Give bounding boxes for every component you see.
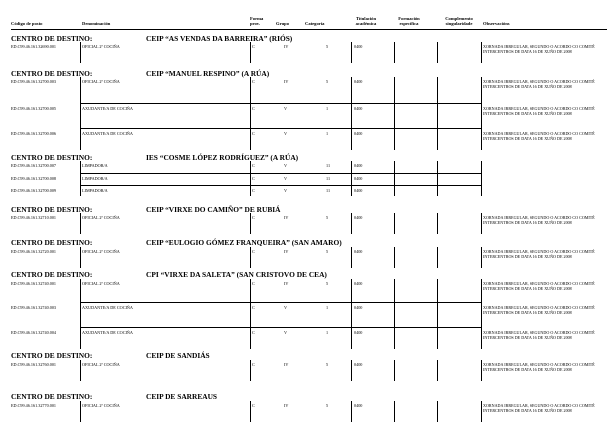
row-forma: C [252,215,255,220]
column-rule [80,279,81,349]
column-rule [481,279,482,349]
row-code: ED.C99.46.161.32740.001 [11,281,57,286]
column-rule [80,213,81,234]
row-code: ED.C99.46.161.32700.008 [11,176,57,181]
row-code: ED.C99.46.161.32710.001 [11,215,57,220]
row-titulacion: 0400 [354,176,363,181]
header-formacion: Formación específica [398,16,420,26]
row-grupo: V [284,163,288,168]
column-rule [80,360,81,381]
row-denominacion: LIMPADOR/A [82,188,108,193]
header-titulacion: Titulación académica [355,16,377,26]
row-categoria: 11 [326,163,331,168]
row-categoria: 5 [326,403,329,408]
center-name: CEIP “VIRXE DO CAMIÑO” DE RUBIÁ [146,205,281,214]
row-denominacion: OFICIAL 2ª COCIÑA [82,362,120,367]
row-separator [80,128,482,129]
column-rule [250,401,251,422]
column-rule [351,161,352,196]
column-rule [351,401,352,422]
row-categoria: 1 [326,106,329,111]
column-rule [394,360,395,381]
row-categoria: 11 [326,176,331,181]
column-rule [250,213,251,234]
row-forma: C [252,176,255,181]
center-label: CENTRO DE DESTINO: [11,392,93,401]
row-grupo: V [284,106,288,111]
row-titulacion: 0400 [354,281,363,286]
row-grupo: V [284,131,288,136]
row-titulacion: 0400 [354,106,363,111]
row-forma: C [252,79,255,84]
row-categoria: 5 [326,79,329,84]
row-denominacion: LIMPADOR/A [82,163,108,168]
row-observacions: XORNADA IRREGULAR, SEGUNDO O ACORDO CO COMITÉ INTERCENTROS DE DATA 16 DE XUÑO DE 2008 [483,330,595,340]
row-denominacion: OFICIAL 2ª COCIÑA [82,44,120,49]
row-observacions: XORNADA IRREGULAR, SEGUNDO O ACORDO CO COMITÉ INTERCENTROS DE DATA 16 DE XUÑO DE 2008 [483,305,595,315]
row-observacions: XORNADA IRREGULAR, SEGUNDO O ACORDO CO COMITÉ INTERCENTROS DE DATA 16 DE XUÑO DE 2008 [483,131,595,141]
row-titulacion: 0400 [354,215,363,220]
column-rule [394,42,395,63]
column-rule [351,213,352,234]
row-grupo: IV [284,44,289,49]
row-grupo: IV [284,403,289,408]
row-observacions: XORNADA IRREGULAR, SEGUNDO O ACORDO CO COMITÉ INTERCENTROS DE DATA 16 DE XUÑO DE 2008 [483,79,595,89]
row-categoria: 5 [326,44,329,49]
row-code: ED.C99.46.161.32760.001 [11,362,57,367]
row-denominacion: AXUDANTE/A DE COCIÑA [82,305,133,310]
row-code: ED.C99.46.161.32700.007 [11,163,57,168]
column-rule [394,279,395,349]
row-forma: C [252,305,255,310]
row-observacions: XORNADA IRREGULAR, SEGUNDO O ACORDO CO COMITÉ INTERCENTROS DE DATA 16 DE XUÑO DE 2008 [483,106,595,116]
column-rule [351,279,352,349]
column-rule [394,77,395,150]
row-code: ED.C99.46.161.32700.009 [11,188,57,193]
row-titulacion: 0400 [354,305,363,310]
row-grupo: IV [284,362,289,367]
row-titulacion: 0400 [354,362,363,367]
row-denominacion: AXUDANTE/A DE COCIÑA [82,106,133,111]
column-rule [80,77,81,150]
column-rule [394,161,395,196]
row-grupo: IV [284,215,289,220]
column-rule [394,213,395,234]
column-rule [250,161,251,196]
row-grupo: V [284,305,288,310]
column-rule [351,360,352,381]
column-rule [394,401,395,422]
row-forma: C [252,281,255,286]
row-titulacion: 0400 [354,330,363,335]
row-titulacion: 0400 [354,188,363,193]
column-rule [351,247,352,268]
row-code: ED.C99.46.161.32690.001 [11,44,57,49]
row-forma: C [252,403,255,408]
row-observacions: XORNADA IRREGULAR, SEGUNDO O ACORDO CO COMITÉ INTERCENTROS DE DATA 16 DE XUÑO DE 2008 [483,362,595,372]
row-code: ED.C99.46.161.32700.003 [11,79,57,84]
center-name: CEIP DE SANDIÁS [146,351,210,360]
column-rule [437,161,438,196]
row-titulacion: 0400 [354,79,363,84]
column-rule [250,247,251,268]
row-categoria: 11 [326,188,331,193]
center-label: CENTRO DE DESTINO: [11,153,93,162]
center-name: CEIP DE SARREAUS [146,392,218,401]
column-rule [437,247,438,268]
row-observacions: XORNADA IRREGULAR, SEGUNDO O ACORDO CO COMITÉ INTERCENTROS DE DATA 16 DE XUÑO DE 2008 [483,403,595,413]
row-categoria: 1 [326,330,329,335]
column-rule [481,77,482,150]
header-codigo: Código de posto [11,21,43,26]
row-grupo: IV [284,79,289,84]
row-categoria: 5 [326,281,329,286]
column-rule [80,401,81,422]
row-denominacion: AXUDANTE/A DE COCIÑA [82,330,133,335]
column-rule [250,360,251,381]
row-grupo: IV [284,281,289,286]
center-name: IES “COSME LÓPEZ RODRÍGUEZ” (A RÚA) [146,153,299,162]
row-denominacion: OFICIAL 2ª COCIÑA [82,249,120,254]
column-rule [437,42,438,63]
column-rule [437,77,438,150]
row-denominacion: OFICIAL 2ª COCIÑA [82,403,120,408]
row-forma: C [252,163,255,168]
column-rule [481,360,482,381]
column-rule [351,77,352,150]
header-complemento: Complemento singularidade [445,16,473,26]
row-denominacion: OFICIAL 2ª COCIÑA [82,281,120,286]
row-grupo: V [284,176,288,181]
row-denominacion: LIMPADOR/A [82,176,108,181]
center-name: CEIP “EULOGIO GÓMEZ FRANQUEIRA” (SAN AMARO) [146,238,342,247]
center-label: CENTRO DE DESTINO: [11,34,93,43]
column-rule [437,279,438,349]
header-categoria: Categoría [305,21,325,26]
row-titulacion: 0400 [354,163,363,168]
row-denominacion: OFICIAL 2ª COCIÑA [82,79,120,84]
header-grupo: Grupo [276,21,290,26]
row-categoria: 5 [326,215,329,220]
row-observacions: XORNADA IRREGULAR, SEGUNDO O ACORDO CO COMITÉ INTERCENTROS DE DATA 16 DE XUÑO DE 2008 [483,249,595,259]
row-code: ED.C99.46.161.32720.001 [11,249,57,254]
row-forma: C [252,188,255,193]
row-code: ED.C99.46.161.32700.005 [11,106,57,111]
row-categoria: 1 [326,305,329,310]
row-grupo: V [284,330,288,335]
column-rule [250,77,251,150]
column-rule [481,161,482,196]
header-rule [11,29,607,30]
row-observacions: XORNADA IRREGULAR, SEGUNDO O ACORDO CO COMITÉ INTERCENTROS DE DATA 16 DE XUÑO DE 2008 [483,281,595,291]
header-forma-provision: Forma prov. [250,16,264,26]
row-code: ED.C99.46.161.32770.001 [11,403,57,408]
row-forma: C [252,362,255,367]
row-titulacion: 0400 [354,131,363,136]
column-rule [437,360,438,381]
column-rule [351,42,352,63]
row-observacions: XORNADA IRREGULAR, SEGUNDO O ACORDO CO COMITÉ INTERCENTROS DE DATA 16 DE XUÑO DE 2008 [483,44,595,54]
row-code: ED.C99.46.161.32700.006 [11,131,57,136]
row-code: ED.C99.46.161.32740.003 [11,305,57,310]
row-forma: C [252,44,255,49]
row-titulacion: 0400 [354,403,363,408]
column-rule [437,213,438,234]
row-titulacion: 0400 [354,249,363,254]
row-categoria: 5 [326,362,329,367]
row-forma: C [252,330,255,335]
row-forma: C [252,131,255,136]
column-rule [481,247,482,268]
center-label: CENTRO DE DESTINO: [11,69,93,78]
column-rule [437,401,438,422]
column-rule [481,42,482,63]
column-rule [80,247,81,268]
row-separator [80,302,482,303]
header-observaciones: Observacións [483,21,510,26]
row-denominacion: AXUDANTE/A DE COCIÑA [82,131,133,136]
center-name: CEIP “MANUEL RESPINO” (A RÚA) [146,69,270,78]
row-forma: C [252,249,255,254]
column-rule [394,247,395,268]
center-label: CENTRO DE DESTINO: [11,205,93,214]
column-rule [80,42,81,63]
row-categoria: 1 [326,131,329,136]
center-name: CEIP “AS VENDAS DA BARREIRA” (RIÓS) [146,34,293,43]
row-separator [80,103,482,104]
row-denominacion: OFICIAL 2ª COCIÑA [82,215,120,220]
column-rule [481,213,482,234]
column-rule [481,401,482,422]
center-label: CENTRO DE DESTINO: [11,270,93,279]
column-rule [250,42,251,63]
row-grupo: IV [284,249,289,254]
row-separator [80,173,482,174]
center-label: CENTRO DE DESTINO: [11,351,93,360]
row-separator [80,327,482,328]
row-forma: C [252,106,255,111]
row-separator [80,185,482,186]
center-label: CENTRO DE DESTINO: [11,238,93,247]
column-rule [250,279,251,349]
center-name: CPI “VIRXE DA SALETA” (SAN CRISTOVO DE CEA) [146,270,327,279]
row-titulacion: 0400 [354,44,363,49]
column-rule [80,161,81,196]
row-code: ED.C99.46.161.32740.004 [11,330,57,335]
row-categoria: 5 [326,249,329,254]
row-observacions: XORNADA IRREGULAR, SEGUNDO O ACORDO CO COMITÉ INTERCENTROS DE DATA 16 DE XUÑO DE 2008 [483,215,595,225]
header-denominacion: Denominación [82,21,111,26]
row-grupo: V [284,188,288,193]
